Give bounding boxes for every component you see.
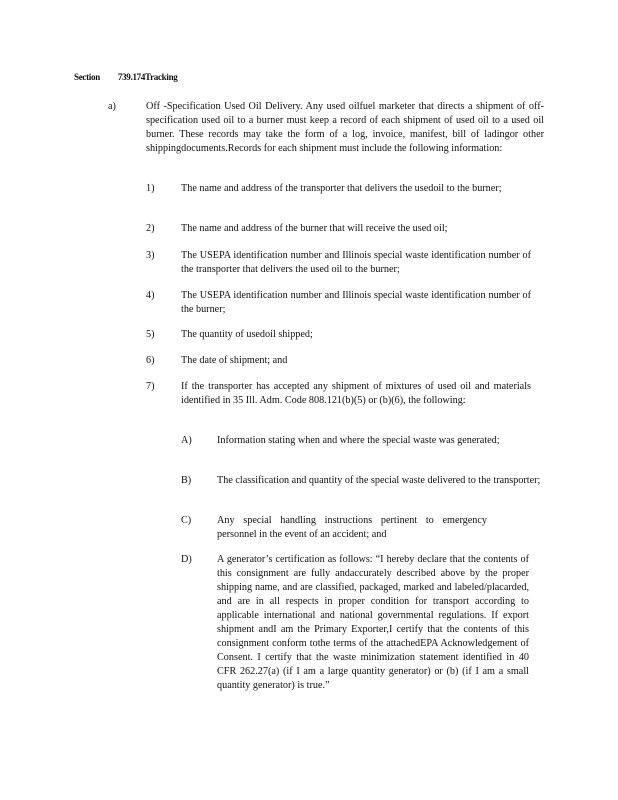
subitem-d-marker: D) — [181, 554, 192, 565]
subitem-b-text: The classification and quantity of the special waste delivered to the transporter; — [217, 475, 541, 486]
section-label: Section — [74, 72, 100, 82]
item-5-marker: 5) — [146, 329, 155, 340]
item-4-marker: 4) — [146, 290, 155, 301]
paragraph-a-text: Off -Specification Used Oil Delivery. Any used oilfuel marketer that directs a shipment of off-specification used oil to a burner must keep a record of each shipment of used oil to a used oil burner. These records may take the form of a log, invoice, manifest, bill of ladingor other shippingdocuments.Records for each shipment must include the following information: — [146, 101, 544, 154]
item-2-text: The name and address of the burner that will receive the used oil; — [181, 223, 448, 234]
paragraph-a-marker: a) — [108, 101, 116, 112]
section-heading — [74, 72, 178, 82]
subitem-c-marker: C) — [181, 515, 192, 526]
item-6-text: The date of shipment; and — [181, 355, 288, 366]
section-title: 739.174Tracking — [117, 72, 178, 82]
subitem-a-text: Information stating when and where the special waste was generated; — [217, 435, 500, 446]
item-6-marker: 6) — [146, 355, 155, 366]
subitem-a-marker: A) — [181, 435, 192, 446]
item-7-marker: 7) — [146, 381, 155, 392]
item-1-text: The name and address of the transporter that delivers the usedoil to the burner; — [181, 183, 502, 194]
subitem-d-text: A generator’s certification as follows: “I hereby declare that the contents of this consignment are fully andaccurately described above by the proper shipping name, and are classified, packaged, marked and labeled/placarded, and are in all respects in proper condition for transport according to applicable international and national governmental regulations. If export shipment andI am the Primary Exporter,I certify that the contents of this consignment conform tothe terms of the attachedEPA Acknowledgement of Consent. I certify that the waste minimization statement identified in 40 CFR 262.27(a) (if I am a large quantity generator) or (b) (if I am a small quantity generator) is true.” — [217, 554, 529, 691]
item-2-marker: 2) — [146, 223, 155, 234]
subitem-b-marker: B) — [181, 475, 192, 486]
subitem-c-text: Any special handling instructions pertinent to emergency personnel in the event of an accident; and — [217, 515, 487, 540]
item-4-text: The USEPA identification number and Illinois special waste identification number of the burner; — [181, 290, 531, 315]
item-5-text: The quantity of usedoil shipped; — [181, 329, 313, 340]
item-7-text: If the transporter has accepted any shipment of mixtures of used oil and materials identified in 35 Ill. Adm. Code 808.121(b)(5) or (b)(6), the following: — [181, 381, 531, 406]
item-1-marker: 1) — [146, 183, 155, 194]
item-3-text: The USEPA identification number and Illinois special waste identification number of the transporter that delivers the used oil to the burner; — [181, 250, 531, 275]
item-3-marker: 3) — [146, 250, 155, 261]
